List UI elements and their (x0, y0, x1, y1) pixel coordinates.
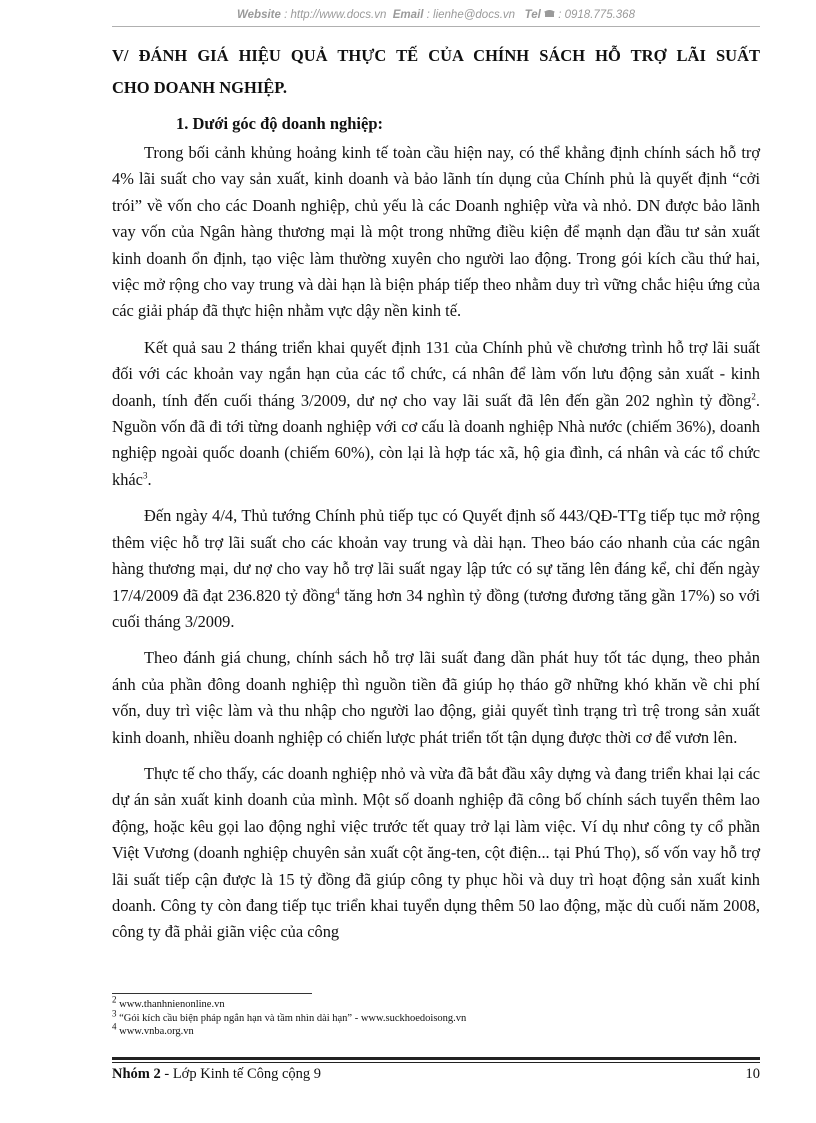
footnote-ref-3: 3 (142, 470, 148, 481)
page-number: 10 (745, 1066, 760, 1082)
subheading: 1. Dưới góc độ doanh nghiệp: (176, 114, 383, 133)
tel-label: Tel (524, 9, 541, 21)
footnote-separator (112, 993, 312, 994)
website-value: : http://www.docs.vn (284, 9, 387, 21)
footer-rule-thin (112, 1062, 760, 1063)
footer-rule-thick (112, 1057, 760, 1060)
paragraph-1: Trong bối cảnh khủng hoảng kinh tế toàn cầu hiện nay, có thể khẳng định chính sách hỗ trợ 4% lãi suất cho vay sản xuất, kinh doanh và bảo lãnh tín dụng của Chính phủ là quyết định “cởi trói” về vốn cho các Doanh nghiệp, chủ yếu là các Doanh nghiệp vừa và nhỏ. DN được bảo lãnh vay vốn của Ngân hàng thương mại là một trong những điều kiện để mạnh dạn đầu tư sản xuất kinh doanh ổn định, tạo việc làm thường xuyên cho người lao động. Trong gói kích cầu thứ hai, việc mở rộng cho vay trung và dài hạn là biện pháp tiếp theo nhằm duy trì vững chắc hiệu ứng của các giải pháp đã thực hiện nhằm vực dậy nền kinh tế. (112, 143, 760, 321)
paragraph-2-part-c: . (147, 469, 152, 489)
footnote-3 (112, 1008, 760, 1026)
website-label: Website (237, 9, 281, 21)
footnote-2-number: 2 (112, 994, 117, 1005)
page-header (112, 8, 760, 21)
paragraph-2-part-b: . Nguồn vốn đã đi tới từng doanh nghiệp với cơ cấu là doanh nghiệp Nhà nước (chiếm 36%), doanh nghiệp ngoài quốc doanh (chiếm 60%), còn lại là hợp tác xã, hộ gia đình, cá nhân và các tổ chức khác (112, 390, 760, 489)
paragraph-5: Thực tế cho thấy, các doanh nghiệp nhỏ và vừa đã bắt đầu xây dựng và đang triển khai lại các dự án sản xuất kinh doanh của mình. Một số doanh nghiệp đã công bố chính sách tuyển thêm lao động, hoặc kêu gọi lao động nghỉ việc trước tết quay trở lại làm việc. Ví dụ như công ty cổ phần Việt Vương (doanh nghiệp chuyên sản xuất cột ăng-ten, cột điện... tại Phú Thọ), số vốn vay hỗ trợ lãi suất tiếp cận được là 15 tỷ đồng đã giúp công ty phục hồi và duy trì hoạt động sản xuất kinh doanh. Công ty còn đang tiếp tục triển khai tuyển dụng thêm 50 lao động, mặc dù cuối năm 2008, công ty đã phải giãn việc của công (112, 763, 760, 942)
footnote-4-text: www.vnba.org.vn (116, 1026, 194, 1037)
section-title (112, 40, 760, 104)
footnote-4 (112, 1021, 760, 1039)
footnote-2-text: www.thanhnienonline.vn (116, 999, 225, 1010)
footnotes (112, 993, 760, 1039)
email-value: : lienhe@docs.vn (426, 9, 516, 21)
tel-value: : 0918.775.368 (558, 9, 635, 21)
footer-label (112, 1066, 321, 1083)
footnote-ref-4: 4 (335, 586, 340, 597)
footnote-3-text: “Gói kích cầu biện pháp ngắn hạn và tầm nhìn dài hạn” - www.suckhoedoisong.vn (116, 1012, 467, 1024)
paragraph-3-part-a: Đến ngày 4/4, Thủ tướng Chính phủ tiếp tục có Quyết định số 443/QĐ-TTg tiếp tục mở rộng thêm việc hỗ trợ lãi suất cho các khoản vay trung và dài hạn. Theo báo cáo nhanh của các ngân hàng thương mại, dư nợ cho vay hỗ trợ lãi suất ngay lập tức có sự tăng lên đáng kể, chỉ đến ngày 17/4/2009 đã đạt 236.820 tỷ đồng (112, 506, 760, 605)
paragraph-4: Theo đánh giá chung, chính sách hỗ trợ lãi suất đang dần phát huy tốt tác dụng, theo phản ánh của phần đông doanh nghiệp thì nguồn tiền đã giúp họ tháo gỡ những khó khăn về chi phí vốn, duy trì việc làm và thu nhập cho người lao động, giải quyết tình trạng trì trệ trong sản xuất kinh doanh, nhiều doanh nghiệp có chiến lược phát triển tốt tận dụng được thời cơ để vươn lên. (112, 648, 760, 747)
footer-class: - Lớp Kinh tế Công cộng 9 (160, 1066, 322, 1082)
header-rule (112, 26, 760, 27)
footnote-ref-2: 2 (751, 391, 756, 402)
paragraph-3 (112, 503, 760, 635)
email-label: Email (392, 9, 424, 21)
section-title-line1: V/ ĐÁNH GIÁ HIỆU QUẢ THỰC TẾ CỦA CHÍNH SÁCH HỖ TRỢ LÃI SUẤT (112, 46, 760, 65)
paragraph-2-part-a: Kết quả sau 2 tháng triển khai quyết định 131 của Chính phủ về chương trình hỗ trợ lãi suất đối với các khoản vay ngắn hạn của các tổ chức, cá nhân để làm vốn lưu động sản xuất - kinh doanh, tính đến cuối tháng 3/2009, dư nợ cho vay lãi suất đã lên đến gần 202 nghìn tỷ đồng (112, 337, 760, 410)
body-text (112, 140, 760, 956)
paragraph-3-part-b: tăng hơn 34 nghìn tỷ đồng (tương đương tăng gần 17%) so với cuối tháng 3/2009. (112, 585, 760, 631)
footer-group: Nhóm 2 (112, 1066, 161, 1082)
footnote-3-number: 3 (112, 1008, 117, 1018)
footnote-2 (112, 994, 760, 1012)
paragraph-2 (112, 335, 760, 493)
phone-icon (544, 9, 558, 21)
section-title-line2: CHO DOANH NGHIỆP. (112, 78, 287, 97)
footnote-4-number: 4 (112, 1021, 117, 1032)
